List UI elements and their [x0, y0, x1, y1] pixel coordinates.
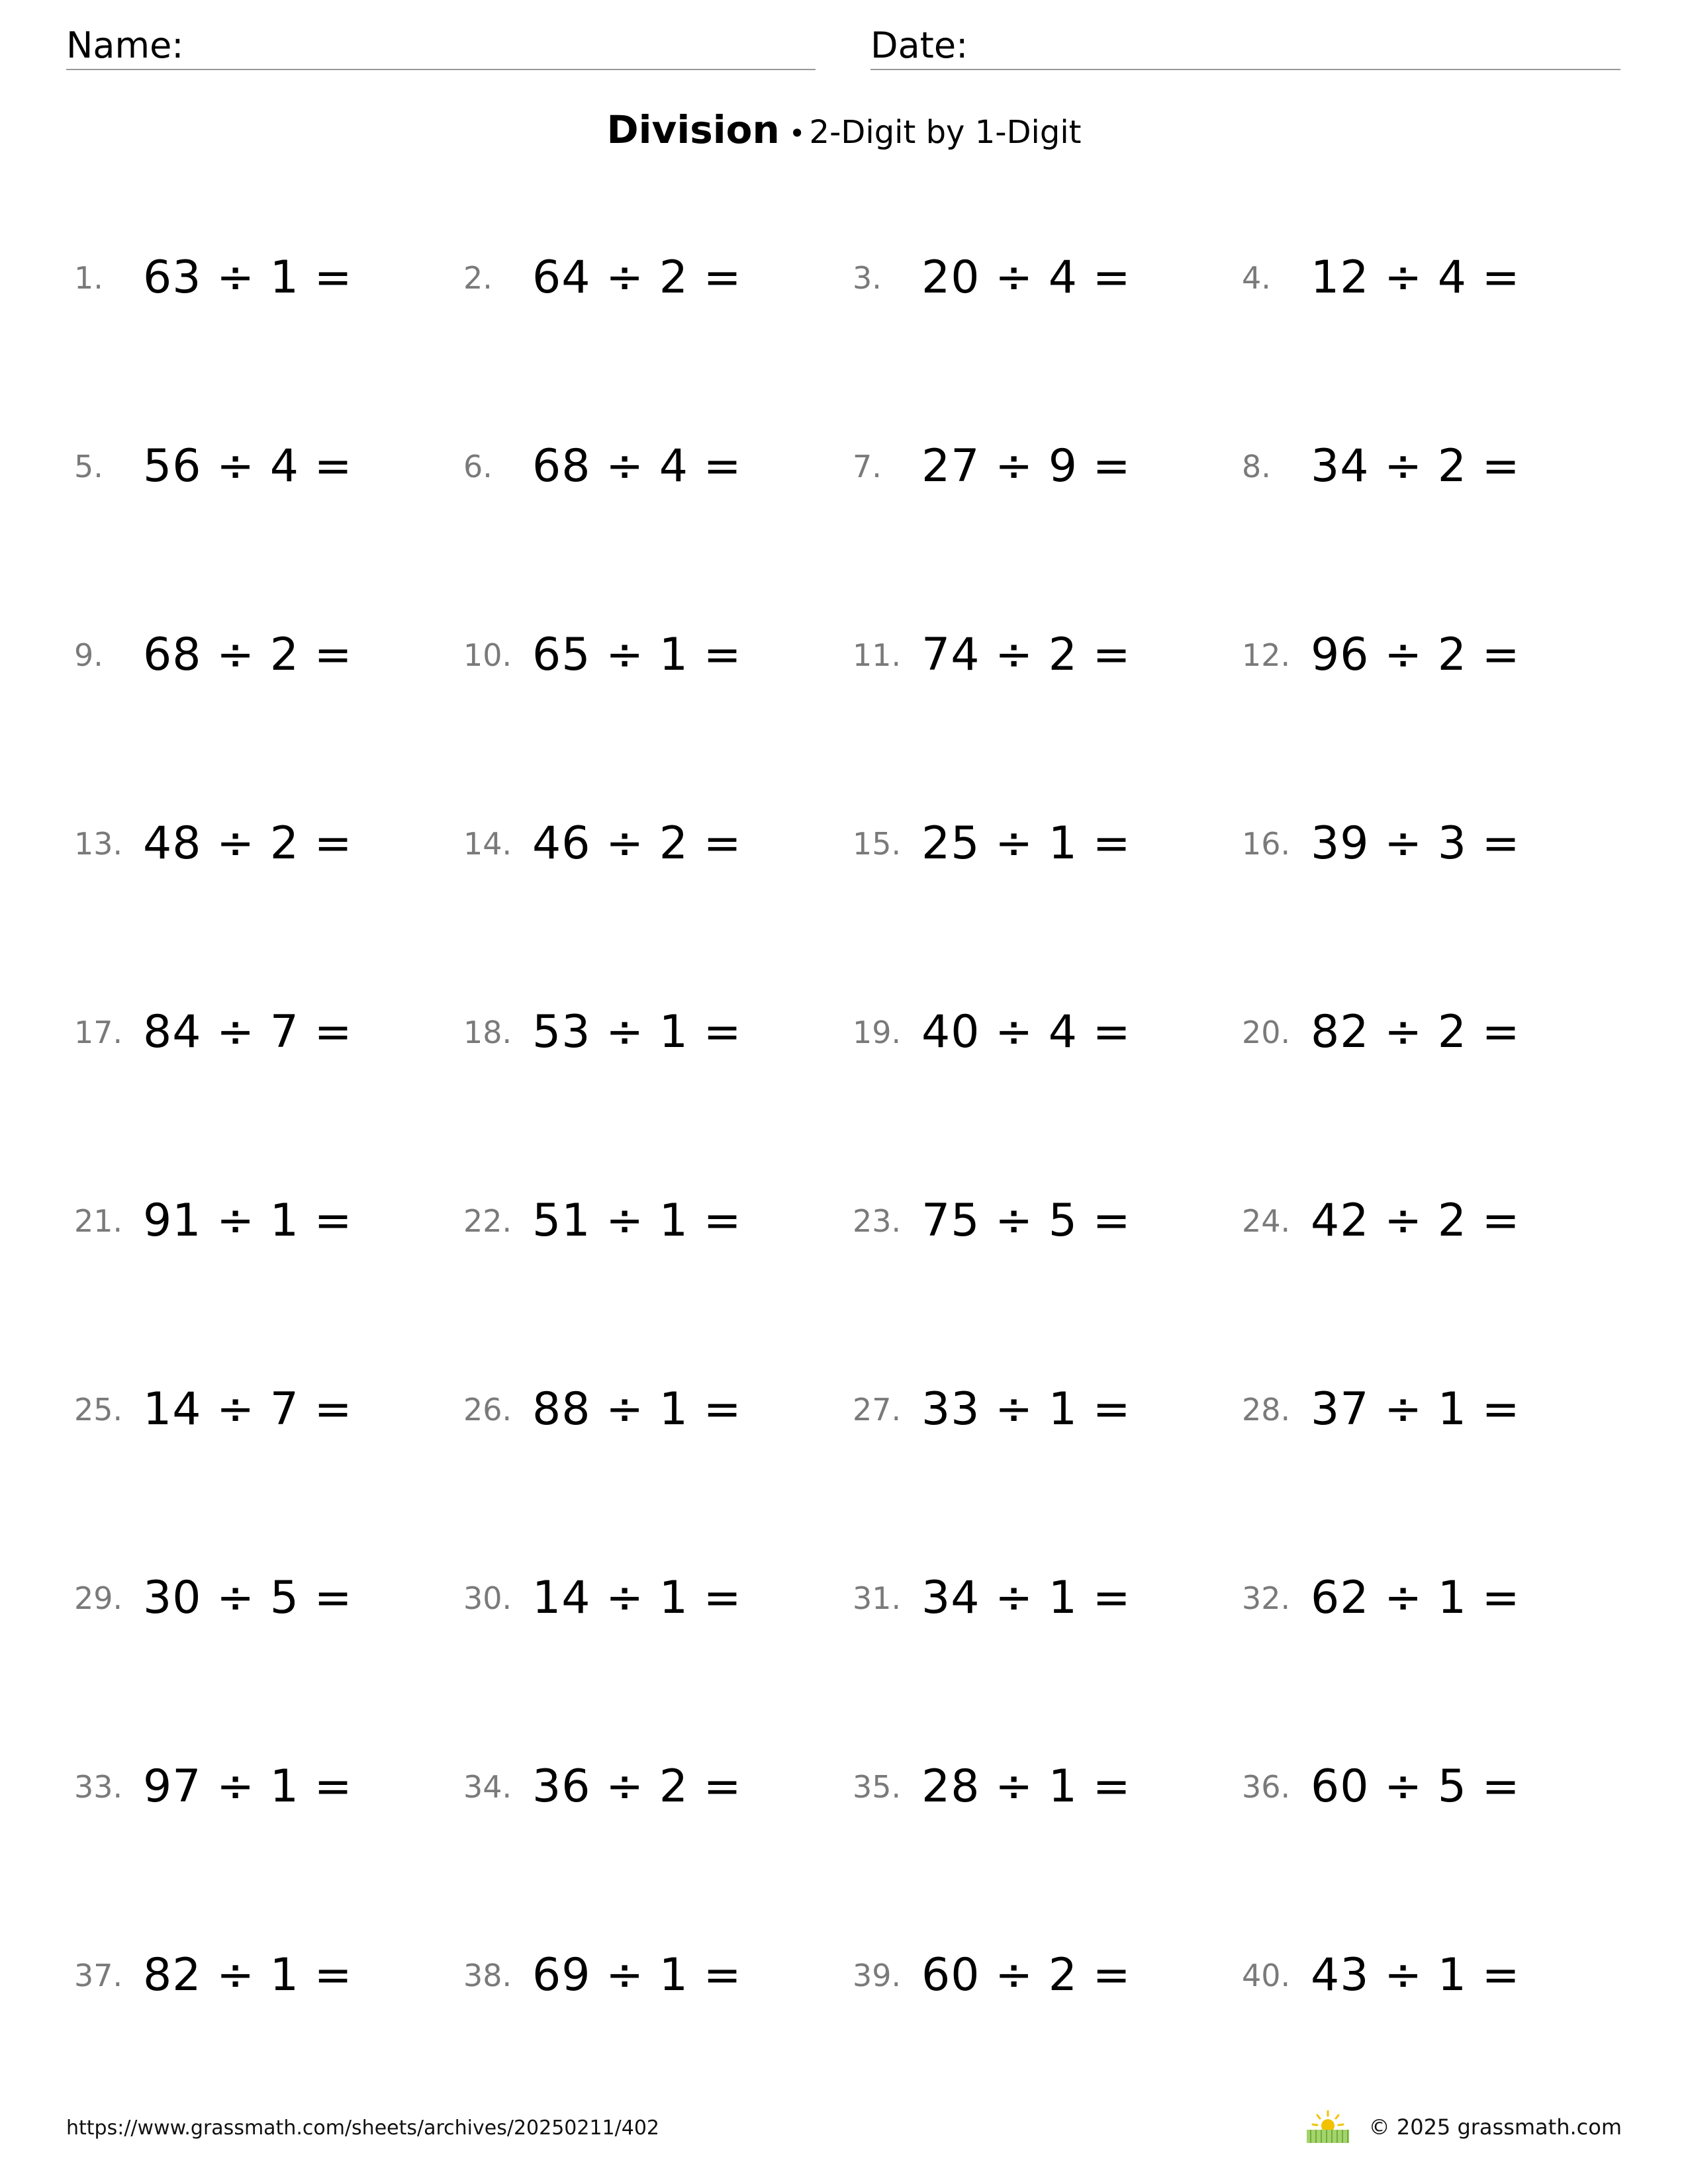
problem-row — [74, 622, 1630, 688]
problem-expression: 30 ÷ 5 = — [143, 1572, 353, 1624]
grass-sun-logo-icon — [1304, 2109, 1352, 2146]
problem-number: 32. — [1242, 1580, 1291, 1616]
name-label: Name: — [66, 24, 184, 66]
problem-item — [853, 1377, 1223, 1443]
problem-item — [853, 245, 1223, 311]
problem-number: 7. — [853, 449, 882, 484]
problem-expression: 46 ÷ 2 = — [532, 817, 742, 870]
problem-item — [463, 1188, 834, 1254]
problem-number: 30. — [463, 1580, 512, 1616]
problem-item — [1242, 1565, 1613, 1631]
problem-number: 20. — [1242, 1015, 1291, 1050]
problem-number: 36. — [1242, 1769, 1291, 1805]
title-main: Division — [606, 107, 780, 152]
problem-item — [463, 1942, 834, 2009]
problem-expression: 25 ÷ 1 = — [921, 817, 1131, 870]
date-label: Date: — [870, 24, 968, 66]
problem-expression: 42 ÷ 2 = — [1311, 1195, 1521, 1247]
problem-number: 10. — [463, 637, 512, 673]
problem-expression: 14 ÷ 7 = — [143, 1383, 353, 1435]
problem-number: 14. — [463, 826, 512, 862]
problem-expression: 33 ÷ 1 = — [921, 1383, 1131, 1435]
problem-row — [74, 1754, 1630, 1820]
problem-number: 31. — [853, 1580, 902, 1616]
footer-url: https://www.grassmath.com/sheets/archives/20250211/402 — [66, 2116, 660, 2140]
problem-number: 6. — [463, 449, 492, 484]
problem-expression: 27 ÷ 9 = — [921, 440, 1131, 492]
title-subtitle: 2-Digit by 1-Digit — [809, 114, 1082, 151]
problem-item — [853, 1754, 1223, 1820]
problem-item — [74, 1565, 445, 1631]
problem-number: 39. — [853, 1958, 902, 1993]
footer-copyright: © 2025 grassmath.com — [1368, 2115, 1622, 2140]
problem-number: 2. — [463, 260, 492, 296]
problem-item — [74, 1377, 445, 1443]
problem-number: 13. — [74, 826, 123, 862]
problem-expression: 14 ÷ 1 = — [532, 1572, 742, 1624]
problem-number: 29. — [74, 1580, 123, 1616]
problem-expression: 68 ÷ 2 = — [143, 629, 353, 681]
problem-number: 8. — [1242, 449, 1271, 484]
problem-row — [74, 433, 1630, 500]
problem-row — [74, 1942, 1630, 2009]
problem-expression: 56 ÷ 4 = — [143, 440, 353, 492]
problem-number: 34. — [463, 1769, 512, 1805]
problem-number: 16. — [1242, 826, 1291, 862]
problem-number: 37. — [74, 1958, 123, 1993]
problem-number: 9. — [74, 637, 103, 673]
problem-number: 38. — [463, 1958, 512, 1993]
problem-item — [1242, 245, 1613, 311]
problem-number: 18. — [463, 1015, 512, 1050]
problem-item — [463, 811, 834, 877]
problem-expression: 82 ÷ 1 = — [143, 1949, 353, 2001]
problem-expression: 12 ÷ 4 = — [1311, 251, 1521, 304]
problem-item — [853, 433, 1223, 500]
problem-expression: 39 ÷ 3 = — [1311, 817, 1521, 870]
problem-expression: 75 ÷ 5 = — [921, 1195, 1131, 1247]
problem-row — [74, 245, 1630, 311]
problem-item — [74, 999, 445, 1066]
problem-expression: 40 ÷ 4 = — [921, 1006, 1131, 1058]
problem-row — [74, 811, 1630, 877]
problem-item — [463, 245, 834, 311]
problem-number: 1. — [74, 260, 103, 296]
problem-item — [74, 1754, 445, 1820]
problem-number: 3. — [853, 260, 882, 296]
problem-number: 24. — [1242, 1203, 1291, 1239]
problem-number: 17. — [74, 1015, 123, 1050]
problem-expression: 34 ÷ 2 = — [1311, 440, 1521, 492]
problem-expression: 62 ÷ 1 = — [1311, 1572, 1521, 1624]
problem-item — [1242, 433, 1613, 500]
problem-number: 21. — [74, 1203, 123, 1239]
problem-row — [74, 1565, 1630, 1631]
problem-expression: 88 ÷ 1 = — [532, 1383, 742, 1435]
problem-row — [74, 1188, 1630, 1254]
problem-item — [74, 433, 445, 500]
problem-item — [853, 811, 1223, 877]
problem-number: 4. — [1242, 260, 1271, 296]
problem-item — [1242, 1754, 1613, 1820]
name-field — [66, 23, 816, 70]
problem-number: 23. — [853, 1203, 902, 1239]
problem-expression: 69 ÷ 1 = — [532, 1949, 742, 2001]
problem-number: 40. — [1242, 1958, 1291, 1993]
problem-expression: 28 ÷ 1 = — [921, 1760, 1131, 1813]
problem-expression: 97 ÷ 1 = — [143, 1760, 353, 1813]
problem-item — [853, 1188, 1223, 1254]
problem-expression: 91 ÷ 1 = — [143, 1195, 353, 1247]
problem-expression: 63 ÷ 1 = — [143, 251, 353, 304]
problem-number: 26. — [463, 1392, 512, 1428]
problem-expression: 74 ÷ 2 = — [921, 629, 1131, 681]
problem-expression: 96 ÷ 2 = — [1311, 629, 1521, 681]
problem-item — [1242, 999, 1613, 1066]
problem-item — [74, 622, 445, 688]
problem-expression: 68 ÷ 4 = — [532, 440, 742, 492]
problem-item — [463, 433, 834, 500]
problem-expression: 60 ÷ 5 = — [1311, 1760, 1521, 1813]
problem-expression: 82 ÷ 2 = — [1311, 1006, 1521, 1058]
problem-item — [1242, 1942, 1613, 2009]
problem-item — [1242, 811, 1613, 877]
problem-number: 25. — [74, 1392, 123, 1428]
problem-item — [1242, 1377, 1613, 1443]
problem-item — [74, 1188, 445, 1254]
problem-number: 22. — [463, 1203, 512, 1239]
problem-item — [1242, 622, 1613, 688]
problem-number: 28. — [1242, 1392, 1291, 1428]
problem-expression: 20 ÷ 4 = — [921, 251, 1131, 304]
problem-item — [74, 1942, 445, 2009]
date-field — [870, 23, 1620, 70]
worksheet-title — [0, 106, 1688, 163]
problem-item — [74, 811, 445, 877]
problem-item — [853, 999, 1223, 1066]
problem-number: 33. — [74, 1769, 123, 1805]
problem-expression: 64 ÷ 2 = — [532, 251, 742, 304]
problem-expression: 84 ÷ 7 = — [143, 1006, 353, 1058]
problem-item — [463, 1754, 834, 1820]
problem-item — [463, 1377, 834, 1443]
problem-expression: 34 ÷ 1 = — [921, 1572, 1131, 1624]
problem-expression: 43 ÷ 1 = — [1311, 1949, 1521, 2001]
problem-number: 35. — [853, 1769, 902, 1805]
problem-item — [1242, 1188, 1613, 1254]
problem-item — [853, 1942, 1223, 2009]
problem-row — [74, 1377, 1630, 1443]
problem-expression: 36 ÷ 2 = — [532, 1760, 742, 1813]
problem-expression: 65 ÷ 1 = — [532, 629, 742, 681]
problem-expression: 37 ÷ 1 = — [1311, 1383, 1521, 1435]
problem-item — [463, 622, 834, 688]
problem-expression: 53 ÷ 1 = — [532, 1006, 742, 1058]
problem-item — [853, 622, 1223, 688]
problem-expression: 48 ÷ 2 = — [143, 817, 353, 870]
problem-number: 12. — [1242, 637, 1291, 673]
problem-number: 5. — [74, 449, 103, 484]
footer-branding — [1304, 2109, 1622, 2146]
problem-number: 19. — [853, 1015, 902, 1050]
problem-number: 11. — [853, 637, 902, 673]
problem-item — [853, 1565, 1223, 1631]
problem-item — [463, 999, 834, 1066]
problem-expression: 51 ÷ 1 = — [532, 1195, 742, 1247]
problem-expression: 60 ÷ 2 = — [921, 1949, 1131, 2001]
title-separator: • — [788, 117, 806, 150]
problem-item — [74, 245, 445, 311]
problem-number: 27. — [853, 1392, 902, 1428]
problem-item — [463, 1565, 834, 1631]
problem-row — [74, 999, 1630, 1066]
problem-number: 15. — [853, 826, 902, 862]
